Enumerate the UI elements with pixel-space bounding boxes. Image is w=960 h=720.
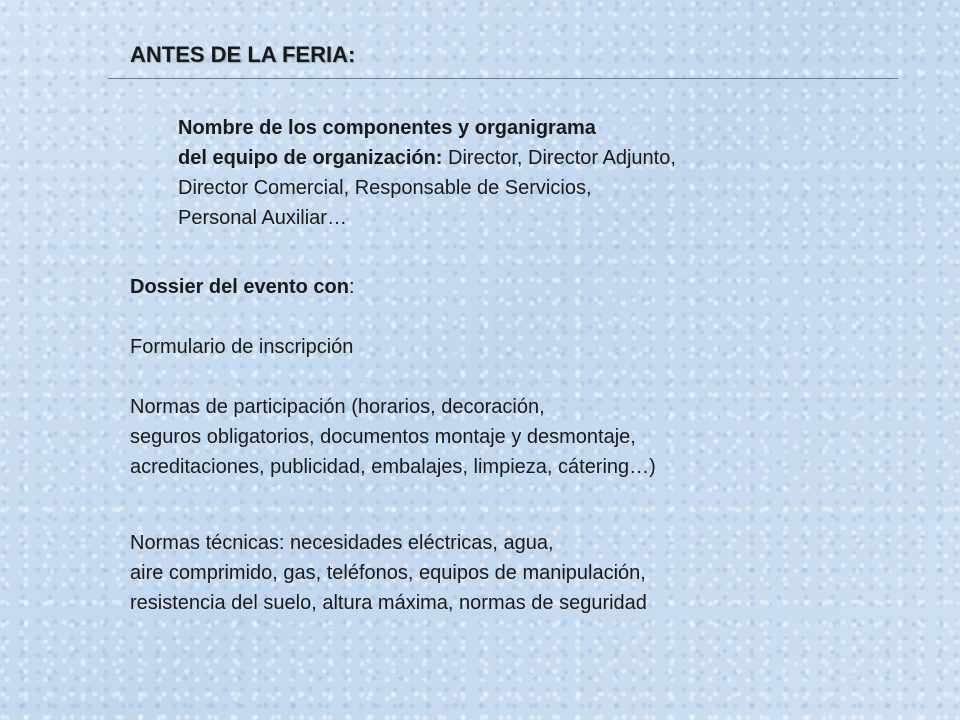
dossier-heading: [130, 272, 355, 302]
title-divider: [108, 78, 898, 79]
technical-line-3: resistencia del suelo, altura máxima, normas de seguridad: [130, 592, 647, 614]
team-line-2: [178, 143, 676, 173]
dossier-heading-rest: :: [348, 276, 355, 298]
participation-line-2: seguros obligatorios, documentos montaje y desmontaje,: [130, 426, 636, 448]
slide-title: ANTES DE LA FERIA:: [130, 42, 356, 67]
form-item: Formulario de inscripción: [130, 336, 354, 358]
technical-line-2: aire comprimido, gas, teléfonos, equipos de manipulación,: [130, 562, 646, 584]
participation-line-1: Normas de participación (horarios, decoración,: [130, 396, 545, 418]
team-paragraph: [178, 113, 676, 233]
dossier-heading-bold: Dossier del evento con: [130, 276, 349, 298]
technical-line-1: Normas técnicas: necesidades eléctricas, agua,: [130, 532, 554, 554]
team-line-4: Personal Auxiliar…: [178, 207, 347, 229]
technical-paragraph: [130, 528, 647, 618]
participation-line-3: acreditaciones, publicidad, embalajes, limpieza, cátering…): [130, 456, 656, 478]
participation-paragraph: [130, 392, 656, 482]
team-line-2-rest: Director, Director Adjunto,: [442, 147, 676, 169]
team-line-3: Director Comercial, Responsable de Servicios,: [178, 177, 592, 199]
team-line-1: Nombre de los componentes y organigrama: [178, 117, 596, 139]
team-line-2-bold: del equipo de organización:: [178, 147, 443, 169]
